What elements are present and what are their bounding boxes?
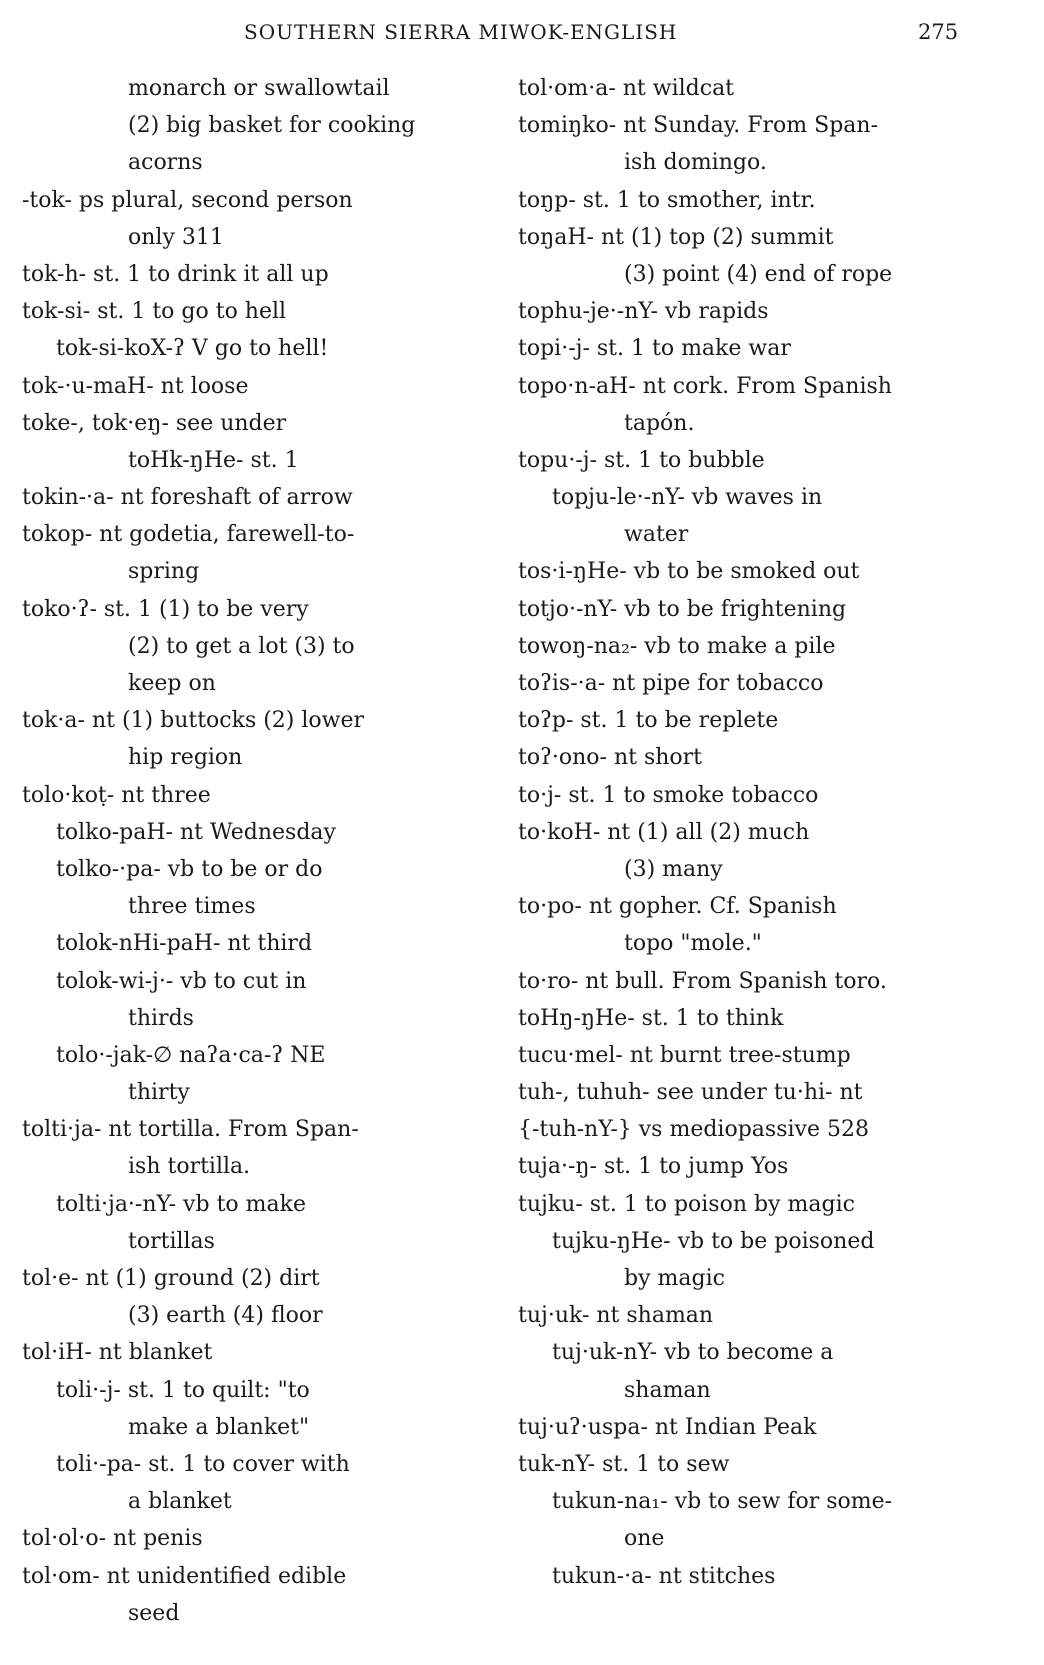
subentry-line: toli·-j- st. 1 to quilt: "to [56,1377,310,1403]
entry-headword-line: tuj·uʔ·uspa- nt Indian Peak [518,1414,817,1440]
entry-headword-line: tuk-nY- st. 1 to sew [518,1451,730,1477]
continuation-line: one [624,1526,665,1552]
continuation-line: a blanket [128,1489,232,1515]
subentry-line: tuj·uk-nY- vb to become a [552,1340,834,1366]
entry-headword-line: to·po- nt gopher. Cf. Spanish [518,894,837,920]
entry-headword-line: tolti·ja- nt tortilla. From Span- [22,1117,359,1143]
right-column [518,70,1028,1595]
subentry-line: tolti·ja·-nY- vb to make [56,1191,306,1217]
subentry-line: tukun-na₁- vb to sew for some- [552,1489,893,1515]
entry-headword-line: tol·iH- nt blanket [22,1340,213,1366]
entry-headword-line: topi·-j- st. 1 to make war [518,336,791,362]
continuation-line: only 311 [128,224,224,250]
continuation-line: (3) earth (4) floor [128,1303,323,1329]
subentry-line: toli·-pa- st. 1 to cover with [56,1451,350,1477]
entry-headword-line: tok-h- st. 1 to drink it all up [22,261,329,287]
subentry-line: tolok-nHi-paH- nt third [56,931,313,957]
entry-headword-line: tol·e- nt (1) ground (2) dirt [22,1266,320,1291]
continuation-line: toHk-ŋHe- st. 1 [128,447,299,473]
continuation-line: ish tortilla. [128,1154,251,1180]
entry-headword-line: tuj·uk- nt shaman [518,1303,714,1329]
continuation-line: topo "mole." [624,931,762,957]
entry-headword-line: to·koH- nt (1) all (2) much [518,819,810,845]
continuation-line: monarch or swallowtail [128,76,390,101]
entry-headword-line: tol·om·a- nt wildcat [518,76,735,101]
entry-headword-line: toŋp- st. 1 to smother, intr. [518,187,816,213]
entry-headword-line: -tok- ps plural, second person [22,187,353,213]
entry-headword-line: tuh-, tuhuh- see under tu·hi- nt [518,1080,863,1106]
entry-headword-line: toʔ·ono- nt short [518,745,703,771]
entry-headword-line: {-tuh-nY-} vs mediopassive 528 [518,1117,869,1143]
entry-headword-line: toŋaH- nt (1) top (2) summit [518,224,834,250]
continuation-line: shaman [624,1377,711,1403]
entry-headword-line: tomiŋko- nt Sunday. From Span- [518,113,879,139]
page-number: 275 [918,20,959,44]
entry-headword-line: to·j- st. 1 to smoke tobacco [518,782,819,808]
continuation-line: keep on [128,671,216,696]
entry-headword-line: tok-si- st. 1 to go to hell [22,299,287,325]
continuation-line: tortillas [128,1228,215,1254]
continuation-line: water [624,522,689,548]
entry-headword-line: toʔis-·a- nt pipe for tobacco [518,671,824,696]
continuation-line: (3) many [624,856,723,882]
subentry-line: tukun-·a- nt stitches [552,1563,776,1589]
entry-headword-line: tokin-·a- nt foreshaft of arrow [22,485,353,511]
subentry-line: tok-si-koX-ʔ V go to hell! [56,336,329,362]
entry-headword-line: tophu-je·-nY- vb rapids [518,299,769,325]
entry-headword-line: tol·om- nt unidentified edible [22,1563,347,1589]
subentry-line: tolko-·pa- vb to be or do [56,856,323,882]
entry-headword-line: toHŋ-ŋHe- st. 1 to think [518,1005,784,1031]
continuation-line: (2) big basket for cooking [128,113,416,139]
entry-headword-line: topu·-j- st. 1 to bubble [518,447,765,473]
entry-headword-line: tok·a- nt (1) buttocks (2) lower [22,708,365,734]
entry-headword-line: towoŋ-na₂- vb to make a pile [518,633,836,659]
left-column [22,70,492,1632]
entry-headword-line: tol·ol·o- nt penis [22,1526,203,1552]
entry-headword-line: tujku- st. 1 to poison by magic [518,1191,855,1217]
entry-headword-line: toʔp- st. 1 to be replete [518,708,779,734]
continuation-line: thirds [128,1005,194,1031]
entry-headword-line: toko·ʔ- st. 1 (1) to be very [22,596,309,622]
continuation-line: tapón. [624,410,695,436]
continuation-line: by magic [624,1266,725,1291]
subentry-line: tujku-ŋHe- vb to be poisoned [552,1228,875,1254]
entry-headword-line: totjo·-nY- vb to be frightening [518,596,847,622]
subentry-line: topju-le·-nY- vb waves in [552,485,823,511]
entry-headword-line: toke-, tok·eŋ- see under [22,410,287,436]
continuation-line: (2) to get a lot (3) to [128,633,355,659]
continuation-line: seed [128,1600,180,1626]
entry-headword-line: tos·i-ŋHe- vb to be smoked out [518,559,860,585]
entry-headword-line: to·ro- nt bull. From Spanish toro. [518,968,887,994]
entry-headword-line: tokop- nt godetia, farewell-to- [22,522,355,548]
continuation-line: three times [128,894,256,920]
continuation-line: make a blanket" [128,1414,310,1440]
continuation-line: spring [128,559,200,585]
running-head: SOUTHERN SIERRA MIWOK-ENGLISH [244,20,678,44]
entry-headword-line: tucu·mel- nt burnt tree-stump [518,1042,851,1068]
entry-headword-line: tolo·koṭ- nt three [22,782,211,808]
continuation-line: (3) point (4) end of rope [624,261,893,287]
entry-headword-line: tuja·-ŋ- st. 1 to jump Yos [518,1154,789,1180]
continuation-line: ish domingo. [624,150,767,176]
continuation-line: hip region [128,745,243,771]
entry-headword-line: topo·n-aH- nt cork. From Spanish [518,373,892,399]
subentry-line: tolok-wi-j·- vb to cut in [56,968,307,994]
continuation-line: thirty [128,1080,190,1106]
subentry-line: tolo·-jak-∅ naʔa·ca-ʔ NE [56,1042,326,1068]
entry-headword-line: tok-·u-maH- nt loose [22,373,249,399]
continuation-line: acorns [128,150,203,176]
page-header [0,20,1044,50]
subentry-line: tolko-paH- nt Wednesday [56,819,336,845]
